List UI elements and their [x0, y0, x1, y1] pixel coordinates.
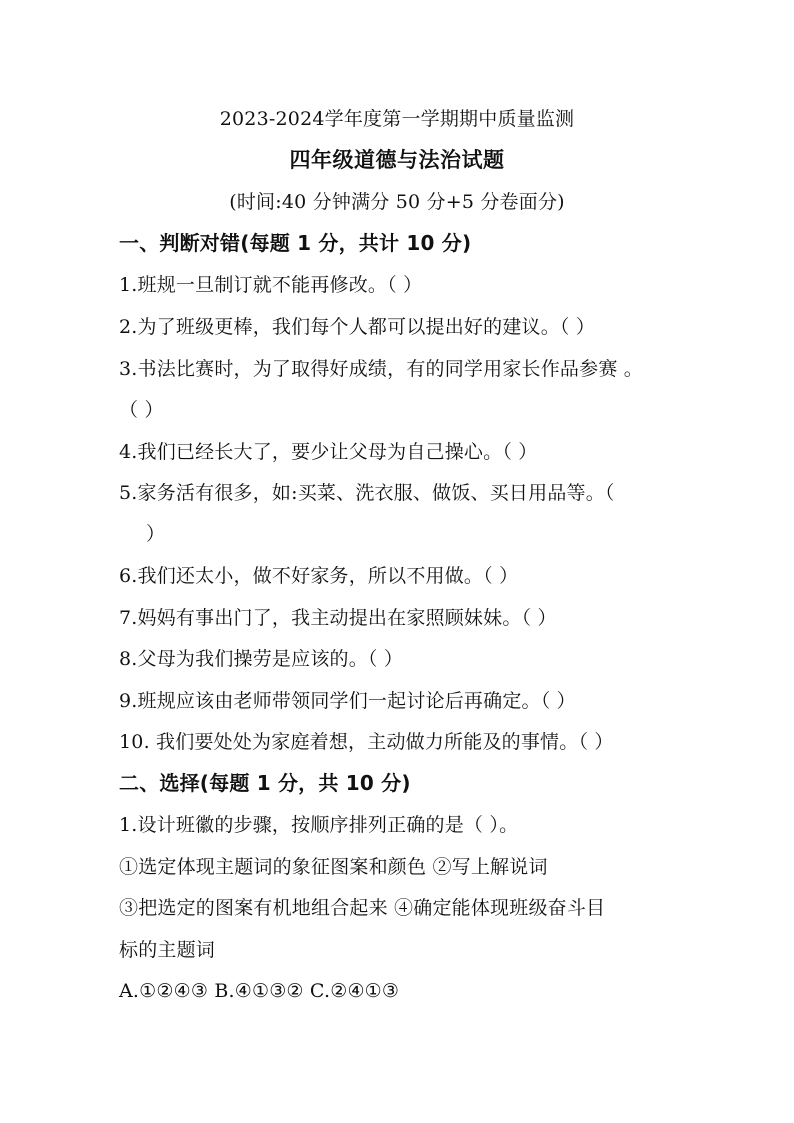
choice-question-1-options: A.①②④③ B.④①③② C.②④①③ [119, 980, 400, 1002]
judge-question-5-answer: ） [146, 523, 166, 545]
judge-question-7: 7.妈妈有事出门了，我主动提出在家照顾妹妹。（ ） [119, 607, 557, 629]
judge-question-10: 10. 我们要处处为家庭着想，主动做力所能及的事情。（ ） [119, 731, 614, 753]
exam-subtitle: 四年级道德与法治试题 [289, 147, 505, 172]
exam-time-note: (时间:40 分钟满分 50 分+5 分卷面分) [229, 191, 565, 213]
judge-question-3-answer: （ ） [119, 399, 164, 421]
choice-question-1-steps-a: ①选定体现主题词的象征图案和颜色 ②写上解说词 [119, 856, 548, 878]
judge-question-4: 4.我们已经长大了，要少让父母为自己操心。（ ） [119, 441, 538, 463]
choice-question-1-steps-b: ③把选定的图案有机地组合起来 ④确定能体现班级奋斗目 [119, 897, 606, 919]
judge-question-8: 8.父母为我们操劳是应该的。（ ） [119, 648, 404, 670]
judge-question-2: 2.为了班级更棒，我们每个人都可以提出好的建议。（ ） [119, 316, 596, 338]
choice-question-1-steps-c: 标的主题词 [119, 939, 216, 961]
section-1-heading: 一、判断对错(每题 1 分，共计 10 分) [119, 231, 472, 255]
judge-question-1: 1.班规一旦制订就不能再修改。（ ） [119, 274, 423, 296]
judge-question-3: 3.书法比赛时，为了取得好成绩，有的同学用家长作品参赛 。 [119, 358, 643, 380]
judge-question-6: 6.我们还太小，做不好家务，所以不用做。（ ） [119, 565, 519, 587]
choice-question-1: 1.设计班徽的步骤，按顺序排列正确的是（ ）。 [119, 814, 519, 836]
section-2-heading: 二、选择(每题 1 分，共 10 分) [119, 771, 411, 795]
exam-title: 2023-2024学年度第一学期期中质量监测 [219, 108, 575, 130]
judge-question-5: 5.家务活有很多，如:买菜、洗衣服、做饭、买日用品等。（ [119, 482, 615, 504]
judge-question-9: 9.班规应该由老师带领同学们一起讨论后再确定。（ ） [119, 690, 576, 712]
